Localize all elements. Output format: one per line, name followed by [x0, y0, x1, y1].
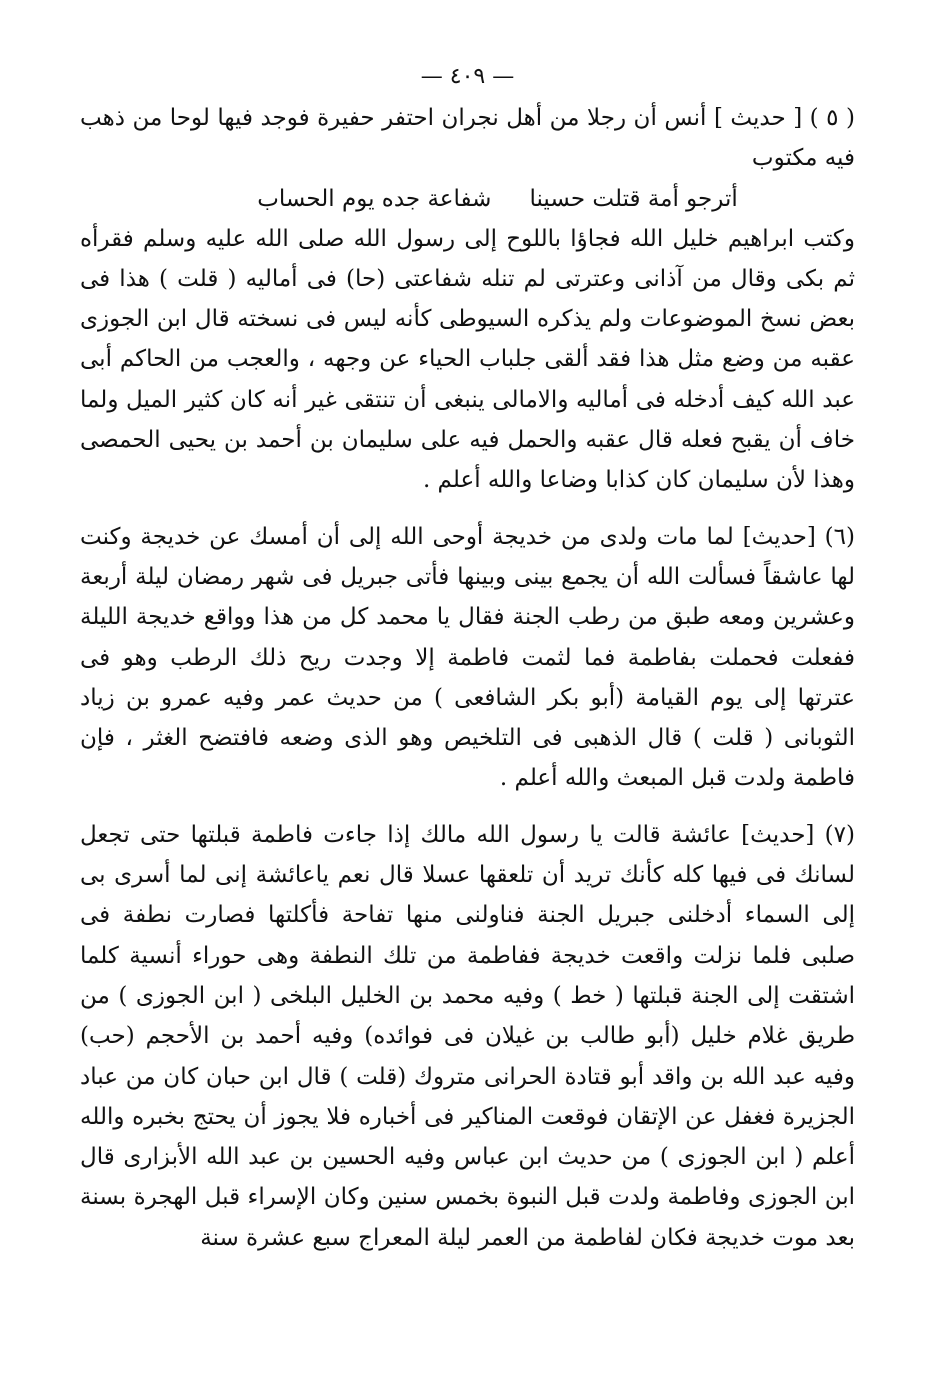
verse-second-hemistich: شفاعة جده يوم الحساب — [257, 185, 492, 212]
paragraph-hadith-7: (٧) [حديث] عائشة قالت يا رسول الله مالك إذا جاءت فاطمة قبلتها حتى تجعل لسانك فى فيها كله كأنك تريد أن تلعقها عسلا قال نعم ياعائشة إنى لما أسرى بى إلى السماء أدخلنى جبريل الجنة فناولنى منها تفاحة فأكلتها فصارت نطفة فى صلبى فلما نزلت واقعت خديجة ففاطمة من تلك النطفة وهى حوراء أنسية كلما اشتقت إلى الجنة قبلتها ( خط ) وفيه محمد بن الخليل البلخى ( ابن الجوزى ) من طريق غلام خليل (أبو طالب بن غيلان فى فوائده) وفيه أحمد بن الأحجم (حب) وفيه عبد الله بن واقد أبو قتادة الحرانى متروك (قلت ) قال ابن حبان كان من عباد الجزيرة فغفل عن الإتقان فوقعت المناكير فى أخباره فلا يجوز أن يحتج بخبره والله أعلم ( ابن الجوزى ) من حديث ابن عباس وفيه الحسين بن عبد الله الأبزارى قال ابن الجوزى وفاطمة ولدت قبل النبوة بخمس سنين وكان الإسراء قبل الهجرة بسنة بعد موت خديجة فكان لفاطمة من العمر ليلة المعراج سبع عشرة سنة — [80, 821, 855, 1251]
verse-first-hemistich: أترجو أمة قتلت حسينا — [529, 185, 738, 212]
paragraph-hadith-6: (٦) [حديث] لما مات ولدى من خديجة أوحى الله إلى أن أمسك عن خديجة وكنت لها عاشقاً فسألت الله أن يجمع بينى وبينها فأتى جبريل فى شهر رمضان ليلة أربعة وعشرين ومعه طبق من رطب الجنة فقال يا محمد كل من هذا وواقع خديجة الليلة ففعلت فحملت بفاطمة فما لثمت فاطمة إلا وجدت ريح ذلك الرطب وهو فى عترتها إلى يوم القيامة (أبو بكر الشافعى ) من حديث عمر وفيه عمرو بن زياد الثوبانى ( قلت ) قال الذهبى فى التلخيص وهو الذى وضعه فافتضح الغثر ، فإن فاطمة ولدت قبل المبعث والله أعلم . — [80, 523, 855, 792]
verse-line — [80, 179, 855, 219]
paragraph-hadith-5-commentary: وكتب ابراهيم خليل الله فجاؤا باللوح إلى رسول الله صلى الله عليه وسلم فقرأه ثم بكى وقال من آذانى وعترتى لم تنله شفاعتى (حا) فى أماليه ( قلت ) هذا فى بعض نسخ الموضوعات ولم يذكره السيوطى كأنه ليس فى نسخته قال ابن الجوزى عقبه من وضع مثل هذا فقد ألقى جلباب الحياء عن وجهه ، والعجب من الحاكم أبى عبد الله كيف أدخله فى أماليه والامالى ينبغى أن تنتقى غير أنه كان كثير الميل ولما خاف أن يقبح فعله قال عقبه والحمل فيه على سليمان بن أحمد بن يحيى الحمصى وهذا لأن سليمان كان كذابا وضاعا والله أعلم . — [80, 225, 855, 494]
paragraph-hadith-5: ( ٥ ) [ حديث ] أنس أن رجلا من أهل نجران احتفر حفيرة فوجد فيها لوحا من ذهب فيه مكتوب — [80, 105, 855, 172]
page-number: — ٤٠٩ — — [420, 64, 515, 89]
document-page — [80, 60, 855, 1258]
